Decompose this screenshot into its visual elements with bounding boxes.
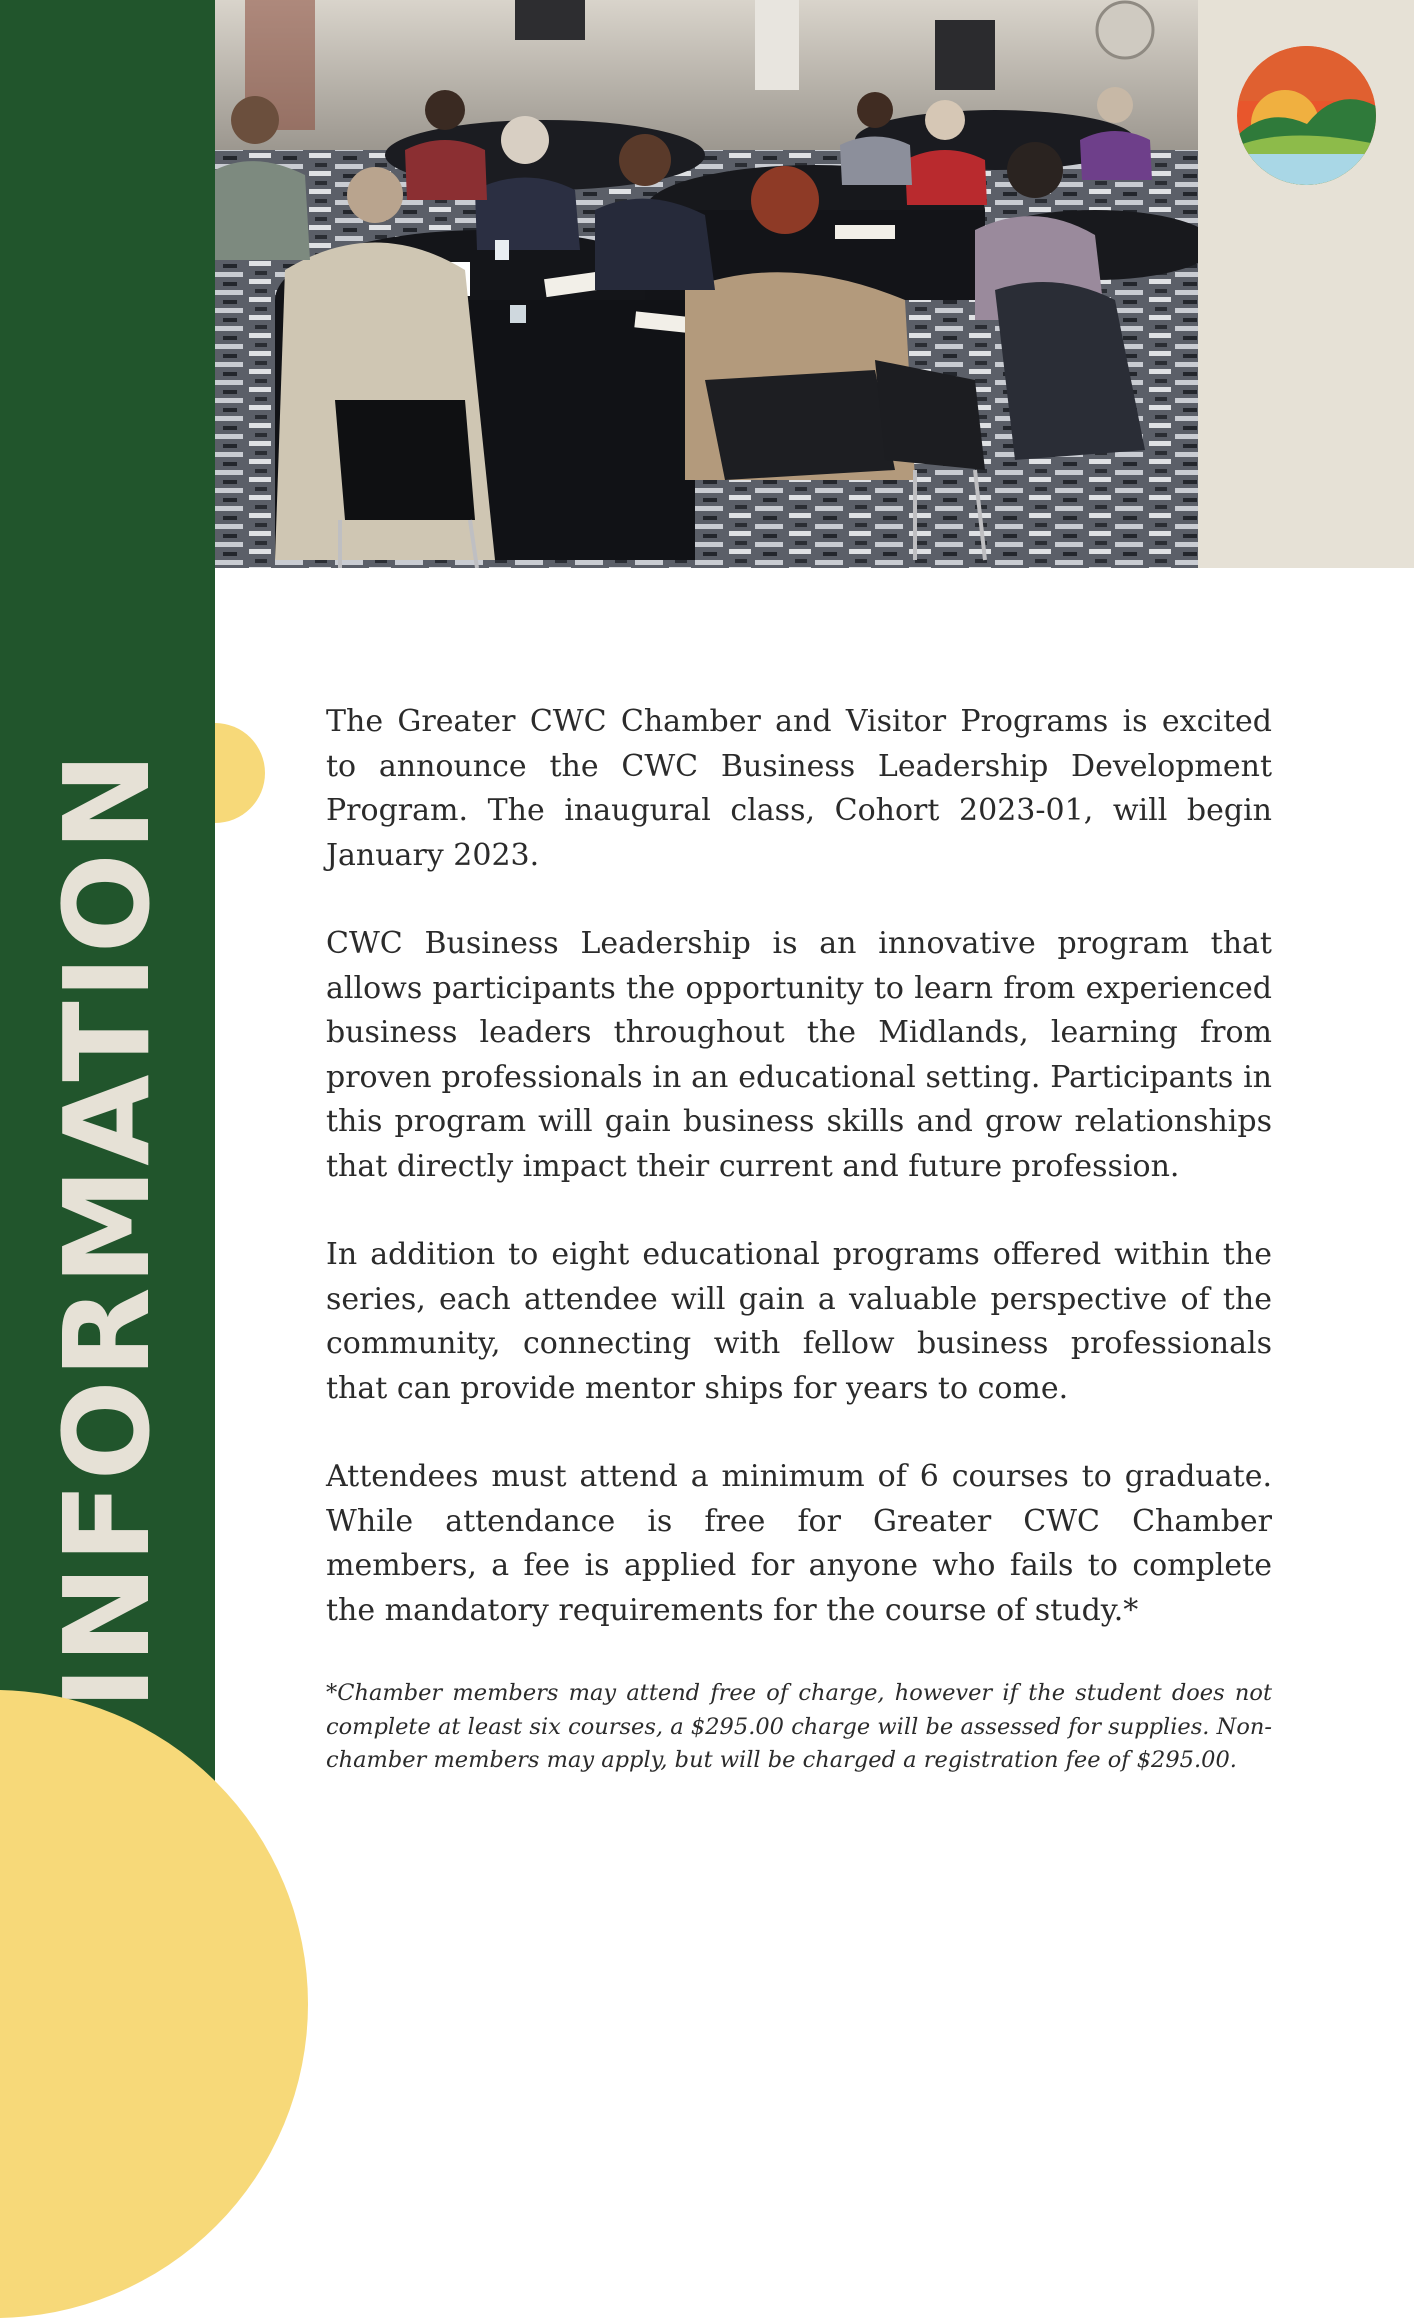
- paragraph-intro: The Greater CWC Chamber and Visitor Programs is excited to announce the CWC Business Leadership Development Program. The inaugural class, Cohort 2023-01, will begin January 2023.: [326, 704, 1272, 873]
- sidebar-title: INFORMATION: [38, 750, 176, 1710]
- paragraph-requirements: Attendees must attend a minimum of 6 courses to graduate. While attendance is free for Greater CWC Chamber members, a fee is applied for anyone who fails to complete the mandatory requirements for the course of study.*: [326, 1459, 1272, 1628]
- paragraph-benefits: In addition to eight educational programs offered within the series, each attendee will gain a valuable perspective of the community, connecting with fellow business professionals that can provide mentor ships for years to come.: [326, 1237, 1272, 1406]
- decorative-yellow-arc: [0, 1690, 308, 2318]
- logo-icon: [1237, 46, 1376, 185]
- footnote: *Chamber members may attend free of charge, however if the student does not complete at least six courses, a $295.00 charge will be assessed for supplies. Non-chamber members may apply, but will be charged a registration fee of $295.00.: [326, 1680, 1272, 1773]
- paragraph-program: CWC Business Leadership is an innovative program that allows participants the opportunity to learn from experienced business leaders throughout the Midlands, learning from proven professionals in an educational setting. Participants in this program will gain business skills and grow relationships that directly impact their current and future profession.: [326, 926, 1272, 1184]
- decorative-yellow-half-circle: [215, 723, 265, 823]
- event-photo: [215, 0, 1198, 568]
- body-text: [326, 700, 1272, 1822]
